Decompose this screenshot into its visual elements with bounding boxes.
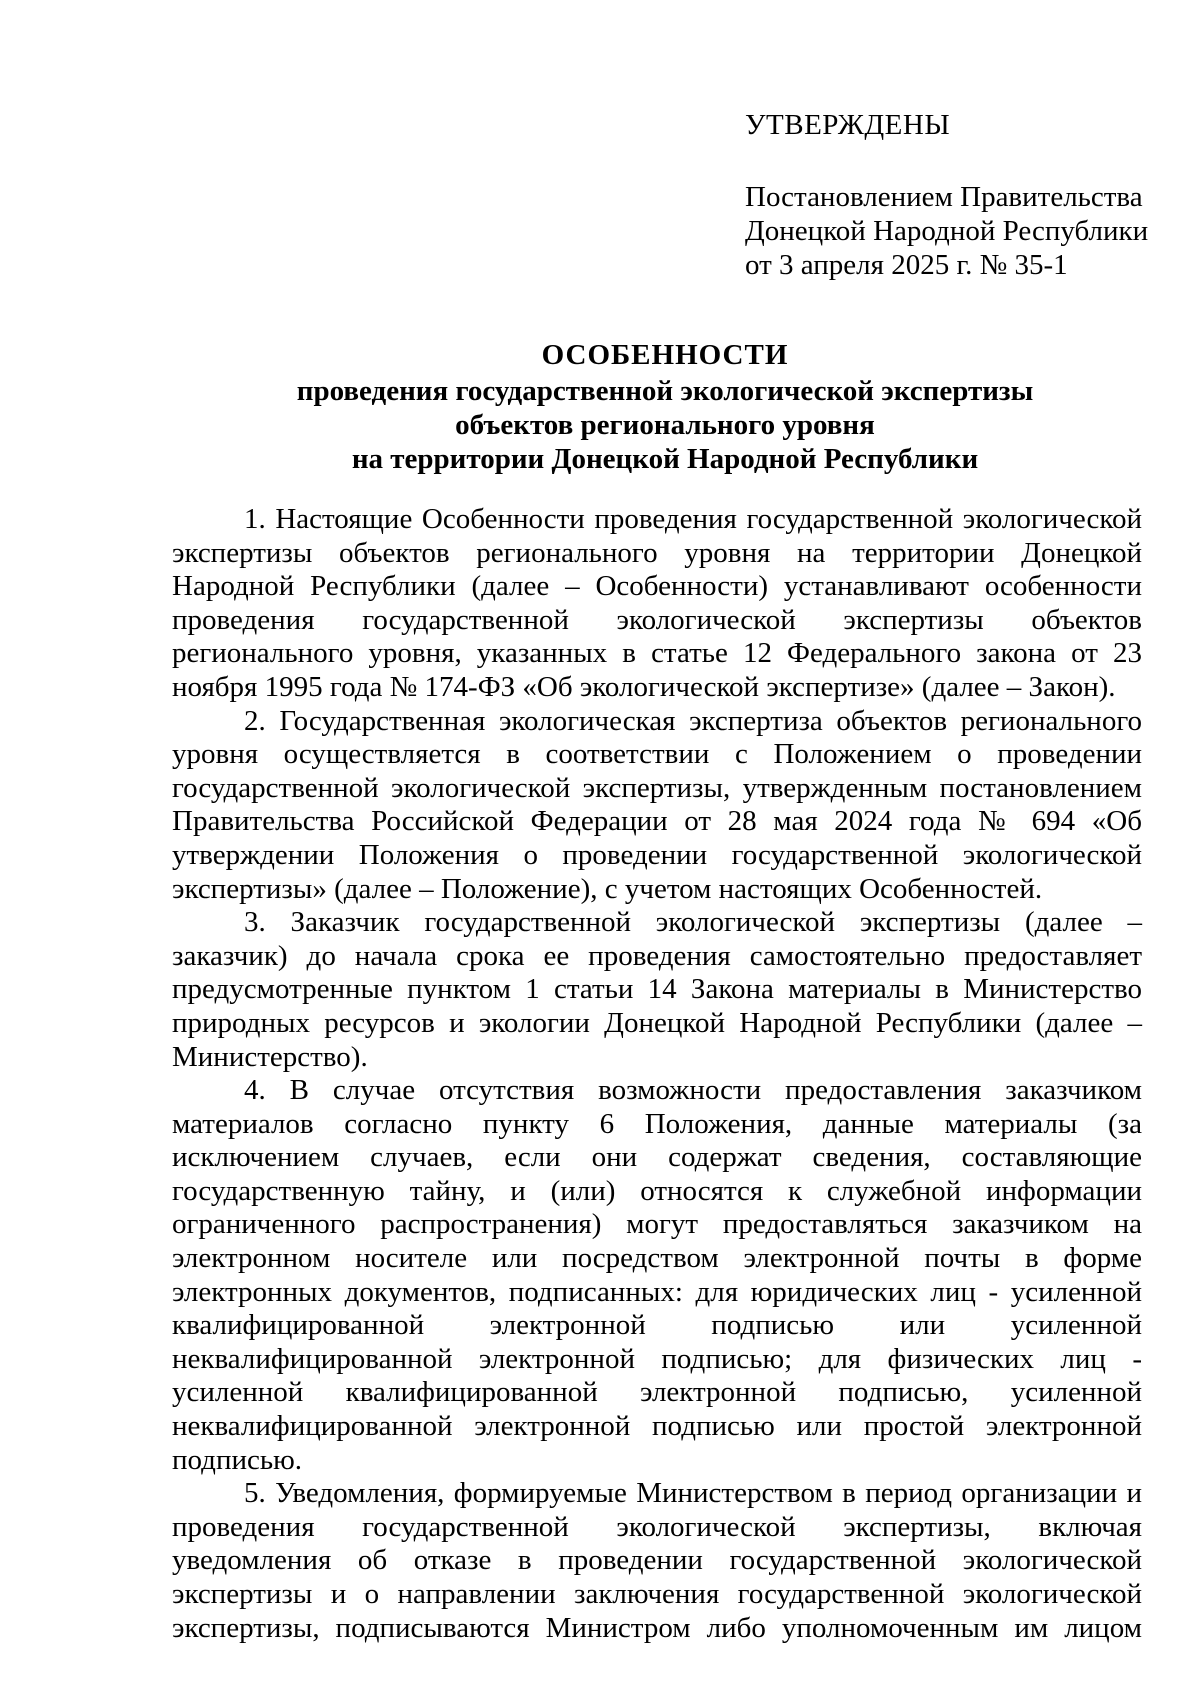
approval-line: от 3 апреля 2025 г. № 35-1 [745, 249, 1068, 281]
paragraph-1: 1. Настоящие Особенности проведения государственной экологической экспертизы объектов регионального уровня на территории Донецкой Народной Республики (далее – Особенности) устанавливают особенности проведения государственной экологической экспертизы объектов регионального уровня, указанных в статье 12 Федерального закона от 23 ноября 1995 года № 174-ФЗ «Об экологической экспертизе» (далее – Закон). [172, 503, 1142, 703]
paragraph-2: 2. Государственная экологическая экспертиза объектов регионального уровня осуществляется в соответствии с Положением о проведении государственной экологической экспертизы, утвержденным постановлением Правительства Российской Федерации от 28 мая 2024 года № 694 «Об утверждении Положения о проведении государственной экологической экспертизы» (далее – Положение), с учетом настоящих Особенностей. [172, 704, 1142, 905]
paragraph-5: 5. Уведомления, формируемые Министерством в период организации и проведения государственной экологической экспертизы, включая уведомления об отказе в проведении государственной экологической экспертизы и о направлении заключения государственной экологической экспертизы, подписываются Министром либо уполномоченным им лицом [172, 1477, 1142, 1644]
approval-block [745, 108, 1148, 282]
document-title [0, 338, 1200, 476]
approval-basis [745, 180, 1148, 282]
document-body [172, 503, 1142, 1645]
paragraph-3: 3. Заказчик государственной экологической экспертизы (далее – заказчик) до начала срока ее проведения самостоятельно предоставляет предусмотренные пунктом 1 статьи 14 Закона материалы в Министерство природных ресурсов и экологии Донецкой Народной Республики (далее – Министерство). [172, 906, 1142, 1073]
document-subtitle-line: проведения государственной экологической экспертизы [296, 375, 1034, 407]
document-subtitle-line: на территории Донецкой Народной Республики [351, 443, 979, 475]
document-heading: ОСОБЕННОСТИ [541, 339, 789, 371]
approval-stamp: УТВЕРЖДЕНЫ [745, 109, 951, 141]
approval-line: Донецкой Народной Республики [745, 215, 1149, 247]
approval-line: Постановлением Правительства [745, 181, 1143, 213]
paragraph-4: 4. В случае отсутствия возможности предоставления заказчиком материалов согласно пункту 6 Положения, данные материалы (за исключением случаев, если они содержат сведения, составляющие государственную тайну, и (или) относятся к служебной информации ограниченного распространения) могут предоставляться заказчиком на электронном носителе или посредством электронной почты в форме электронных документов, подписанных: для юридических лиц - усиленной квалифицированной электронной подписью или усиленной неквалифицированной электронной подписью; для физических лиц - усиленной квалифицированной электронной подписью, усиленной неквалифицированной электронной подписью или простой электронной подписью. [172, 1074, 1142, 1476]
document-subtitle-line: объектов регионального уровня [455, 409, 875, 441]
